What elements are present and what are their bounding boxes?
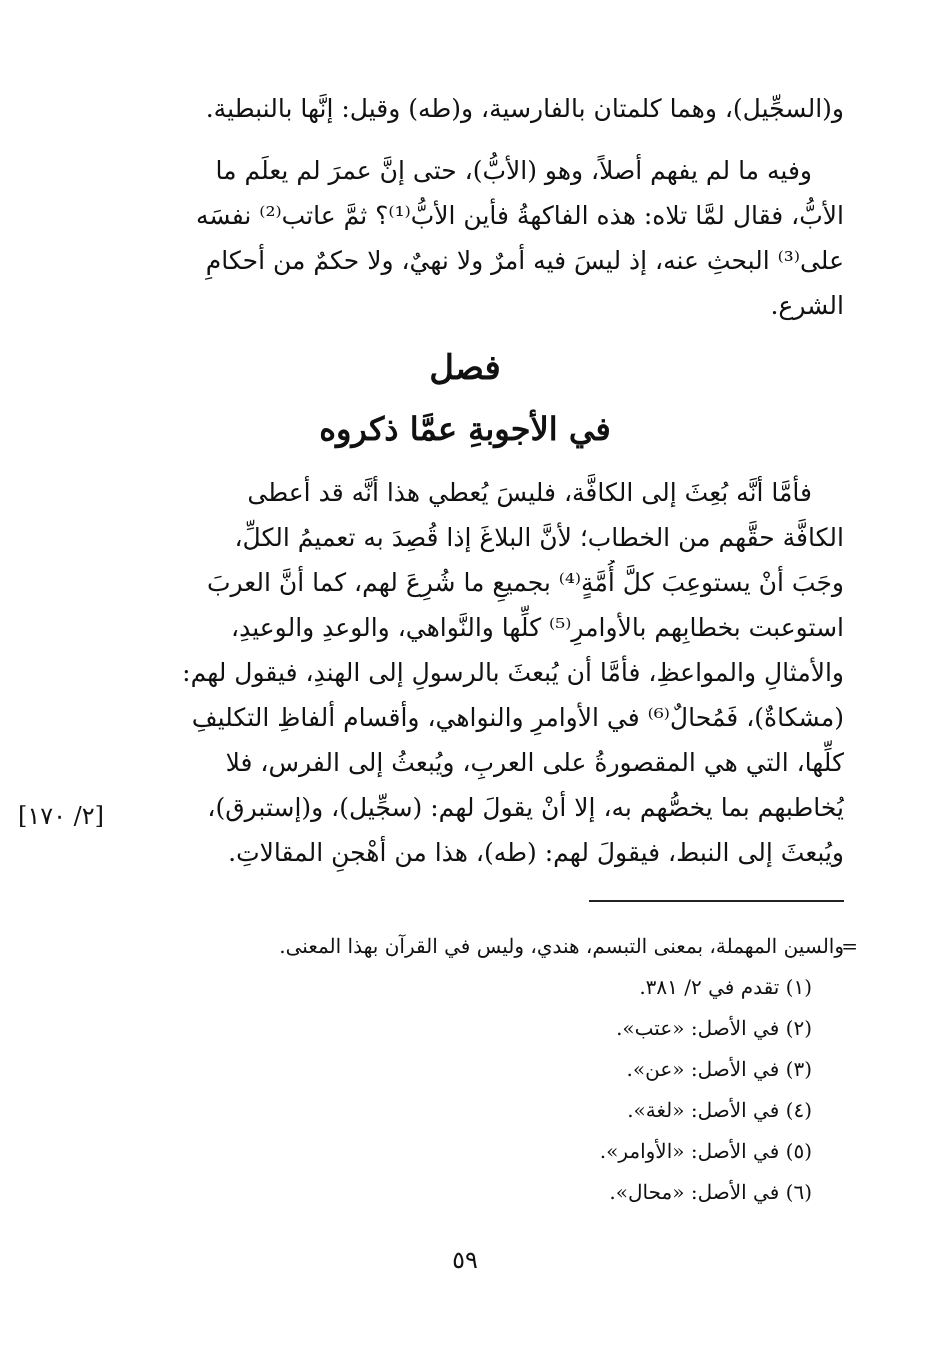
section-heading: فصل bbox=[429, 348, 501, 388]
main-paragraph bbox=[144, 470, 844, 875]
footnote-divider bbox=[589, 900, 844, 902]
text-line: الكافَّة حقَّهم من الخطاب؛ لأنَّ البلاغَ إذا قُصِدَ به تعميمُ الكلِّ، bbox=[234, 523, 844, 552]
text-line: و(السجِّيل)، وهما كلمتان بالفارسية، و(طه) وقيل: إنَّها بالنبطية. bbox=[205, 94, 844, 123]
text-line: الشرع. bbox=[770, 291, 844, 320]
text-line: ويُبعثَ إلى النبط، فيقولَ لهم: (طه)، هذا من أهْجنِ المقالاتِ. bbox=[228, 838, 844, 867]
second-paragraph bbox=[144, 148, 844, 328]
footnote-item: (١) تقدم في ٢/ ٣٨١. bbox=[639, 975, 812, 999]
footnote-item: (٣) في الأصل: «عن». bbox=[626, 1057, 812, 1081]
footnote-item: (٢) في الأصل: «عتب». bbox=[616, 1016, 812, 1040]
footnotes bbox=[144, 926, 858, 1213]
page-number: ٥٩ bbox=[452, 1246, 478, 1274]
footnote-item: (٤) في الأصل: «لغة». bbox=[627, 1098, 812, 1122]
section-title: في الأجوبةِ عمَّا ذكروه bbox=[319, 410, 611, 448]
text-line: على⁽³⁾ البحثِ عنه، إذ ليسَ فيه أمرٌ ولا نهيٌ، ولا حكمٌ من أحكامِ bbox=[205, 246, 844, 275]
footnote-continuation-row bbox=[144, 926, 858, 967]
text-line: يُخاطبهم بما يخصُّهم به، إلا أنْ يقولَ لهم: (سجِّيل)، و(إستبرق)، bbox=[207, 793, 844, 822]
text-line: والأمثالِ والمواعظِ، فأمَّا أن يُبعثَ بالرسولِ إلى الهندِ، فيقول لهم: bbox=[182, 658, 844, 687]
text-line: (مشكاةٌ)، فَمُحالٌ⁽⁶⁾ في الأوامرِ والنواهي، وأقسام ألفاظِ التكليفِ bbox=[191, 703, 844, 732]
text-line: استوعبت بخطابِهم بالأوامرِ⁽⁵⁾ كلِّها والنَّواهي، والوعدِ والوعيدِ، bbox=[231, 613, 844, 642]
continuation-mark: = bbox=[841, 934, 858, 958]
footnote-item: (٦) في الأصل: «محال». bbox=[609, 1180, 812, 1204]
top-paragraph bbox=[144, 86, 844, 131]
margin-page-reference: [٢/ ١٧٠] bbox=[18, 802, 105, 830]
footnote-item: (٥) في الأصل: «الأوامر». bbox=[599, 1139, 812, 1163]
text-line: كلِّها، التي هي المقصورةُ على العربِ، ويُبعثُ إلى الفرس، فلا bbox=[225, 748, 844, 777]
footnote-continuation: والسين المهملة، بمعنى التبسم، هندي، وليس في القرآن بهذا المعنى. bbox=[279, 934, 844, 958]
text-line: فأمَّا أنَّه بُعِثَ إلى الكافَّة، فليسَ يُعطي هذا أنَّه قد أعطى bbox=[247, 478, 812, 507]
text-line: وجَبَ أنْ يستوعِبَ كلَّ أُمَّةٍ⁽⁴⁾ بجميعِ ما شُرِعَ لهم، كما أنَّ العربَ bbox=[206, 568, 844, 597]
text-line: وفيه ما لم يفهم أصلاً، وهو (الأبُّ)، حتى إنَّ عمرَ لم يعلَم ما bbox=[215, 156, 812, 185]
text-line: الأبُّ، فقال لمَّا تلاه: هذه الفاكهةُ فأين الأبُّ⁽¹⁾؟ ثمَّ عاتب⁽²⁾ نفسَه bbox=[196, 201, 844, 230]
